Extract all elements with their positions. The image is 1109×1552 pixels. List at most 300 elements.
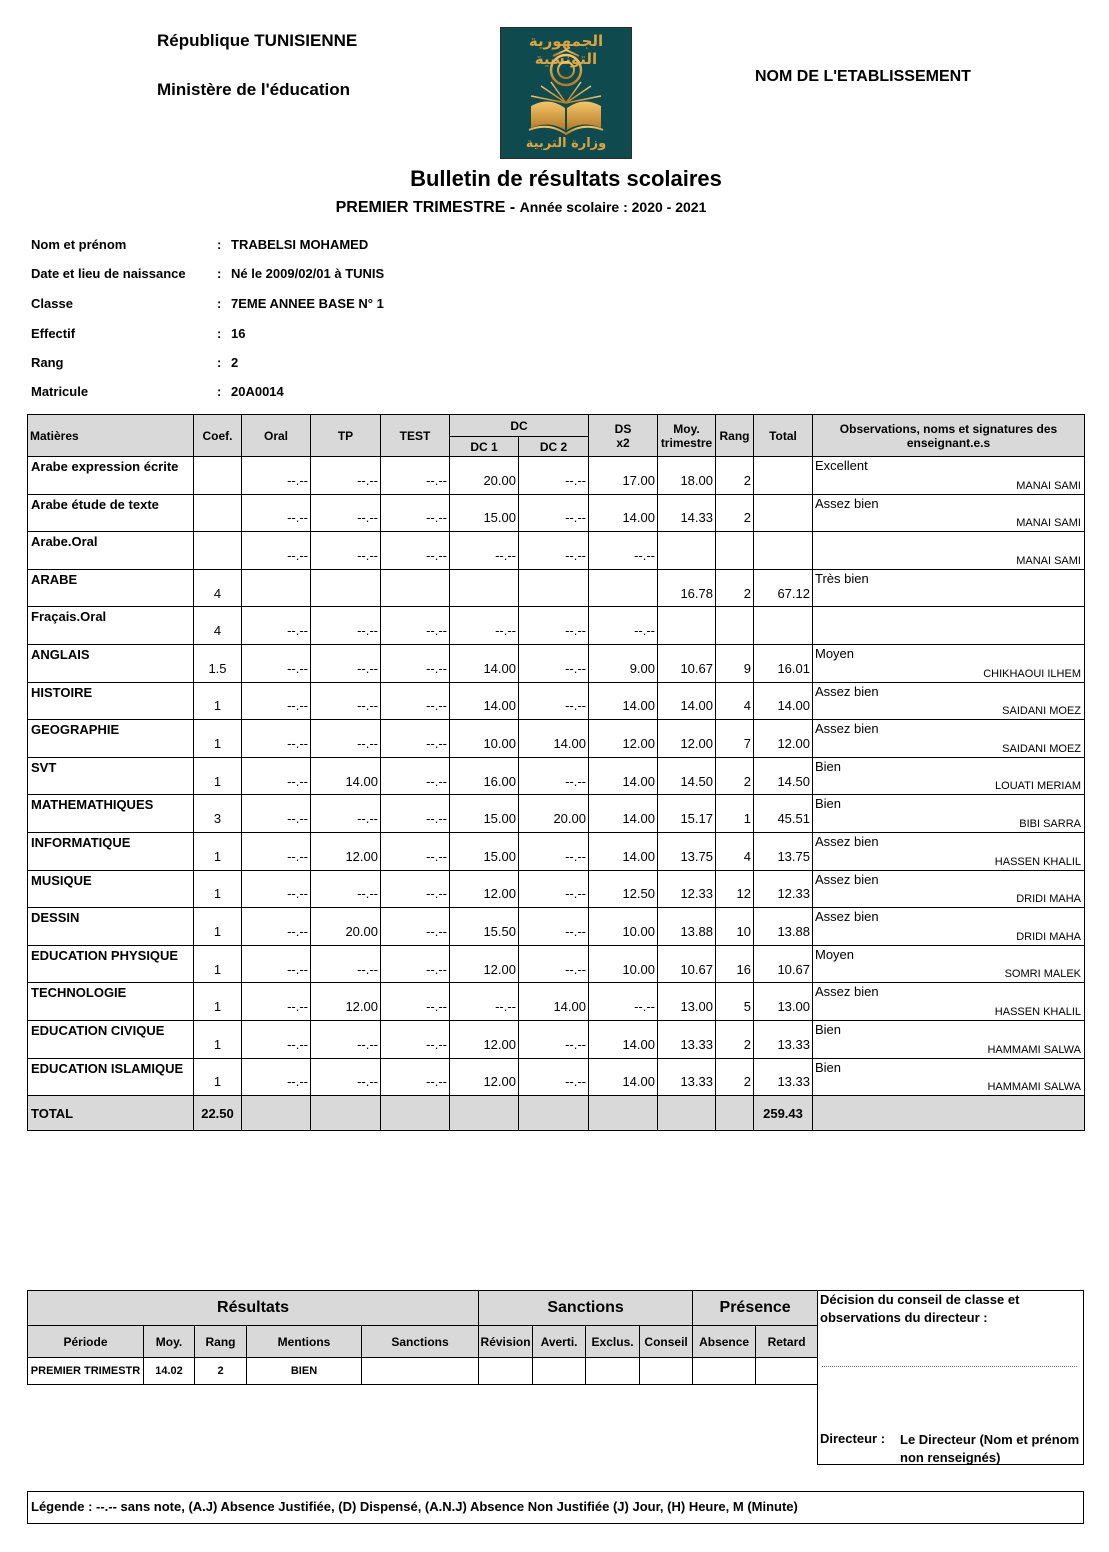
col-header-dc2: DC 2	[519, 437, 589, 457]
grade-test: --.--	[381, 983, 450, 1021]
grade-rank	[716, 607, 754, 645]
info-colon: :	[217, 326, 222, 341]
teacher-name: MANAI SAMI	[1016, 517, 1081, 530]
teacher-name: MANAI SAMI	[1016, 479, 1081, 492]
grade-tp: 20.00	[311, 908, 381, 946]
grade-coef: 4	[194, 569, 242, 607]
grade-dc1: 16.00	[450, 757, 519, 795]
mention-text: Assez bien	[815, 871, 879, 887]
mention-text: Bien	[815, 796, 842, 812]
info-label-class: Classe	[31, 296, 73, 311]
teacher-name: HAMMAMI SALWA	[987, 1081, 1081, 1094]
grade-moy: 12.00	[658, 720, 716, 758]
teacher-name: HAMMAMI SALWA	[987, 1043, 1081, 1056]
grade-moy	[658, 607, 716, 645]
grade-oral: --.--	[242, 607, 311, 645]
grade-dc2: --.--	[519, 494, 589, 532]
teacher-name: LOUATI MERIAM	[995, 780, 1081, 793]
ds-label: DS	[614, 421, 632, 436]
grade-tp: --.--	[311, 795, 381, 833]
grade-moy: 15.17	[658, 795, 716, 833]
grade-test: --.--	[381, 532, 450, 570]
grade-tp: --.--	[311, 945, 381, 983]
grade-moy: 13.88	[658, 908, 716, 946]
info-value-count: 16	[231, 326, 246, 341]
decision-title: Décision du conseil de classe et observations du directeur :	[820, 1292, 1020, 1325]
grade-rank: 9	[716, 644, 754, 682]
results-table	[27, 1290, 818, 1385]
grade-rank: 2	[716, 757, 754, 795]
subject-name: MUSIQUE	[28, 870, 194, 908]
grade-dc1: 15.00	[450, 832, 519, 870]
mention-text: Assez bien	[815, 984, 879, 1000]
subject-name: Arabe étude de texte	[28, 494, 194, 532]
grade-row	[28, 532, 1085, 570]
grade-moy: 18.00	[658, 457, 716, 495]
grade-test: --.--	[381, 720, 450, 758]
results-cell: 2	[195, 1358, 247, 1385]
council-decision-box	[817, 1290, 1084, 1465]
observation-cell	[813, 457, 1085, 495]
results-col-header: Révision	[479, 1326, 533, 1358]
info-colon: :	[217, 296, 222, 311]
grade-moy: 10.67	[658, 644, 716, 682]
grade-moy: 13.00	[658, 983, 716, 1021]
subject-name: GEOGRAPHIE	[28, 720, 194, 758]
results-col-header: Rang	[195, 1326, 247, 1358]
col-header-dc1: DC 1	[450, 437, 519, 457]
grade-coef: 1	[194, 908, 242, 946]
sanctions-section-header: Sanctions	[479, 1291, 693, 1326]
grade-coef: 1	[194, 1058, 242, 1096]
grade-row	[28, 795, 1085, 833]
grade-coef: 1	[194, 1020, 242, 1058]
grade-dc2: --.--	[519, 757, 589, 795]
grade-row	[28, 682, 1085, 720]
grade-dc1: 12.00	[450, 870, 519, 908]
grade-dc2: 20.00	[519, 795, 589, 833]
ministry-logo	[500, 27, 632, 159]
grade-coef: 1	[194, 945, 242, 983]
grade-dc2: --.--	[519, 532, 589, 570]
grade-oral: --.--	[242, 532, 311, 570]
grade-dc1: 14.00	[450, 644, 519, 682]
grade-dc1: 12.00	[450, 1058, 519, 1096]
observation-cell	[813, 607, 1085, 645]
mention-text: Assez bien	[815, 495, 879, 511]
grade-oral: --.--	[242, 1058, 311, 1096]
director-name: Le Directeur (Nom et prénom non renseignés)	[900, 1432, 1080, 1465]
info-label-rank: Rang	[31, 355, 64, 370]
grade-total: 13.75	[754, 832, 813, 870]
grade-test: --.--	[381, 1058, 450, 1096]
grade-total	[754, 607, 813, 645]
grade-tp: 14.00	[311, 757, 381, 795]
info-colon: :	[217, 355, 222, 370]
observation-cell	[813, 795, 1085, 833]
results-cell	[479, 1358, 533, 1385]
info-value-matricule: 20A0014	[231, 384, 284, 399]
grade-tp: --.--	[311, 644, 381, 682]
info-label-count: Effectif	[31, 326, 76, 341]
grade-coef	[194, 457, 242, 495]
total-points: 259.43	[754, 1096, 813, 1131]
total-label: TOTAL	[28, 1096, 194, 1131]
grade-tp	[311, 569, 381, 607]
results-col-header: Mentions	[247, 1326, 362, 1358]
grade-moy: 16.78	[658, 569, 716, 607]
ds-sub-label: x2	[616, 435, 630, 450]
page-title: Bulletin de résultats scolaires	[410, 166, 722, 191]
results-cell	[756, 1358, 818, 1385]
grade-row	[28, 870, 1085, 908]
decision-dotted-line	[822, 1366, 1077, 1367]
grade-dc1: 14.00	[450, 682, 519, 720]
grade-oral: --.--	[242, 1020, 311, 1058]
grade-rank: 2	[716, 569, 754, 607]
mention-text: Assez bien	[815, 721, 879, 737]
grade-ds: 14.00	[589, 494, 658, 532]
grade-ds: --.--	[589, 532, 658, 570]
info-colon: :	[217, 237, 222, 252]
grade-coef: 1	[194, 832, 242, 870]
subject-name: INFORMATIQUE	[28, 832, 194, 870]
col-header-subject: Matières	[28, 415, 194, 457]
grade-coef: 1	[194, 983, 242, 1021]
subject-name: Arabe.Oral	[28, 532, 194, 570]
info-value-birth: Né le 2009/02/01 à TUNIS	[231, 266, 385, 281]
col-header-oral: Oral	[242, 415, 311, 457]
mention-text: Bien	[815, 1021, 842, 1037]
grade-row	[28, 607, 1085, 645]
observation-cell	[813, 720, 1085, 758]
grade-moy: 10.67	[658, 945, 716, 983]
info-label-birth: Date et lieu de naissance	[31, 266, 186, 281]
grade-ds: 10.00	[589, 945, 658, 983]
teacher-name: SOMRI MALEK	[1004, 968, 1081, 981]
grade-test: --.--	[381, 757, 450, 795]
grade-rank: 12	[716, 870, 754, 908]
grade-ds: 14.00	[589, 795, 658, 833]
subject-name: Arabe expression écrite	[28, 457, 194, 495]
grade-rank: 10	[716, 908, 754, 946]
results-col-header: Période	[28, 1326, 144, 1358]
subject-name: ANGLAIS	[28, 644, 194, 682]
observation-cell	[813, 945, 1085, 983]
grade-tp: --.--	[311, 494, 381, 532]
grade-rank: 5	[716, 983, 754, 1021]
results-cell	[640, 1358, 693, 1385]
total-row	[28, 1096, 1085, 1131]
grade-total: 10.67	[754, 945, 813, 983]
observation-cell	[813, 1058, 1085, 1096]
grade-oral: --.--	[242, 983, 311, 1021]
grade-tp: 12.00	[311, 832, 381, 870]
grade-tp: --.--	[311, 607, 381, 645]
grade-rank: 7	[716, 720, 754, 758]
grade-row	[28, 457, 1085, 495]
results-cell	[533, 1358, 586, 1385]
grade-rank: 2	[716, 1058, 754, 1096]
subject-name: EDUCATION CIVIQUE	[28, 1020, 194, 1058]
col-header-tp: TP	[311, 415, 381, 457]
grade-moy: 12.33	[658, 870, 716, 908]
logo-top-text: الجمهورية التونسية	[528, 32, 604, 68]
observation-cell	[813, 494, 1085, 532]
grade-test	[381, 569, 450, 607]
results-cell	[586, 1358, 640, 1385]
teacher-name: HASSEN KHALIL	[994, 855, 1081, 868]
teacher-name: HASSEN KHALIL	[994, 1005, 1081, 1018]
grade-ds: 14.00	[589, 1020, 658, 1058]
grade-dc1: 10.00	[450, 720, 519, 758]
grade-ds: 9.00	[589, 644, 658, 682]
results-cell	[693, 1358, 756, 1385]
grade-coef: 1	[194, 870, 242, 908]
grade-test: --.--	[381, 832, 450, 870]
grade-row	[28, 832, 1085, 870]
grade-total: 12.00	[754, 720, 813, 758]
grade-oral: --.--	[242, 908, 311, 946]
grade-oral: --.--	[242, 720, 311, 758]
observation-cell	[813, 870, 1085, 908]
grade-dc1: --.--	[450, 532, 519, 570]
grade-dc2: --.--	[519, 908, 589, 946]
subject-name: MATHEMATHIQUES	[28, 795, 194, 833]
mention-text: Assez bien	[815, 909, 879, 925]
col-header-dc: DC	[450, 415, 589, 437]
grade-ds: 12.00	[589, 720, 658, 758]
grade-dc2: --.--	[519, 870, 589, 908]
grade-tp: --.--	[311, 532, 381, 570]
results-col-header: Conseil	[640, 1326, 693, 1358]
subject-name: TECHNOLOGIE	[28, 983, 194, 1021]
col-header-test: TEST	[381, 415, 450, 457]
grade-moy: 13.75	[658, 832, 716, 870]
grade-ds: 14.00	[589, 1058, 658, 1096]
teacher-name: SAIDANI MOEZ	[1002, 705, 1081, 718]
grade-total: 67.12	[754, 569, 813, 607]
grade-oral: --.--	[242, 494, 311, 532]
director-label: Directeur :	[820, 1431, 886, 1446]
grade-total: 45.51	[754, 795, 813, 833]
grade-rank: 1	[716, 795, 754, 833]
grade-test: --.--	[381, 457, 450, 495]
grade-tp: --.--	[311, 682, 381, 720]
grade-dc1: 15.00	[450, 795, 519, 833]
results-col-header: Retard	[756, 1326, 818, 1358]
results-section-header: Résultats	[28, 1291, 479, 1326]
observation-cell	[813, 832, 1085, 870]
teacher-name: DRIDI MAHA	[1016, 930, 1081, 943]
grade-tp: --.--	[311, 870, 381, 908]
grade-rank: 2	[716, 457, 754, 495]
grade-rank: 4	[716, 682, 754, 720]
grade-total: 13.00	[754, 983, 813, 1021]
grade-row	[28, 644, 1085, 682]
emblem-book-icon	[501, 48, 631, 138]
grade-ds: --.--	[589, 983, 658, 1021]
col-header-rank: Rang	[716, 415, 754, 457]
results-cell: PREMIER TRIMESTR	[28, 1358, 144, 1385]
grade-oral: --.--	[242, 945, 311, 983]
grade-rank: 16	[716, 945, 754, 983]
grade-total: 16.01	[754, 644, 813, 682]
school-year-label: Année scolaire : 2020 - 2021	[519, 199, 707, 215]
grade-total: 12.33	[754, 870, 813, 908]
mention-text: Assez bien	[815, 833, 879, 849]
grade-test: --.--	[381, 870, 450, 908]
grade-moy: 14.33	[658, 494, 716, 532]
results-cell: BIEN	[247, 1358, 362, 1385]
presence-section-header: Présence	[693, 1291, 818, 1326]
grade-coef: 1	[194, 720, 242, 758]
grade-dc1: --.--	[450, 607, 519, 645]
results-col-header: Averti.	[533, 1326, 586, 1358]
grade-ds: 14.00	[589, 682, 658, 720]
grade-oral: --.--	[242, 832, 311, 870]
legend: Légende : --.-- sans note, (A.J) Absence Justifiée, (D) Dispensé, (A.N.J) Absence Non Justifiée (J) Jour, (H) Heure, M (Minute)	[27, 1491, 1084, 1524]
grade-dc2	[519, 569, 589, 607]
teacher-name: CHIKHAOUI ILHEM	[983, 667, 1081, 680]
col-header-observations: Observations, noms et signatures des enseignant.e.s	[813, 415, 1085, 457]
mention-text: Assez bien	[815, 683, 879, 699]
subject-name: DESSIN	[28, 908, 194, 946]
subject-name: ARABE	[28, 569, 194, 607]
subject-name: EDUCATION ISLAMIQUE	[28, 1058, 194, 1096]
grade-dc2: --.--	[519, 682, 589, 720]
subtitle-separator: -	[505, 199, 520, 216]
grade-ds: 10.00	[589, 908, 658, 946]
grade-rank: 4	[716, 832, 754, 870]
grade-oral: --.--	[242, 757, 311, 795]
grade-test: --.--	[381, 494, 450, 532]
grade-test: --.--	[381, 908, 450, 946]
grade-rank: 2	[716, 1020, 754, 1058]
grade-coef	[194, 532, 242, 570]
grade-total	[754, 532, 813, 570]
mention-text: Bien	[815, 758, 842, 774]
grade-test: --.--	[381, 607, 450, 645]
grade-row	[28, 1058, 1085, 1096]
grade-test: --.--	[381, 795, 450, 833]
total-coef: 22.50	[194, 1096, 242, 1131]
results-cell	[362, 1358, 479, 1385]
teacher-name: MANAI SAMI	[1016, 554, 1081, 567]
grade-total	[754, 457, 813, 495]
grade-rank: 2	[716, 494, 754, 532]
grade-oral: --.--	[242, 457, 311, 495]
info-label-name: Nom et prénom	[31, 237, 127, 252]
grade-dc2: --.--	[519, 1058, 589, 1096]
grade-ds	[589, 569, 658, 607]
grade-moy	[658, 532, 716, 570]
grade-coef	[194, 494, 242, 532]
grade-total: 13.88	[754, 908, 813, 946]
mention-text: Moyen	[815, 946, 855, 962]
subject-name: Fraçais.Oral	[28, 607, 194, 645]
subject-name: EDUCATION PHYSIQUE	[28, 945, 194, 983]
grade-coef: 1	[194, 682, 242, 720]
grade-oral: --.--	[242, 795, 311, 833]
grade-row	[28, 757, 1085, 795]
observation-cell	[813, 908, 1085, 946]
grade-dc1: --.--	[450, 983, 519, 1021]
mention-text: Excellent	[815, 458, 868, 473]
observation-cell	[813, 569, 1085, 607]
results-cell: 14.02	[144, 1358, 195, 1385]
col-header-moy	[658, 415, 716, 457]
grade-row	[28, 494, 1085, 532]
grade-total	[754, 494, 813, 532]
grade-dc2: 14.00	[519, 720, 589, 758]
grade-oral: --.--	[242, 644, 311, 682]
grade-dc1: 20.00	[450, 457, 519, 495]
grade-dc2: --.--	[519, 832, 589, 870]
grade-coef: 1.5	[194, 644, 242, 682]
mention-text: Très bien	[815, 570, 869, 586]
subject-name: HISTOIRE	[28, 682, 194, 720]
teacher-name: SAIDANI MOEZ	[1002, 742, 1081, 755]
grade-total: 14.50	[754, 757, 813, 795]
info-colon: :	[217, 384, 222, 399]
grade-ds: 14.00	[589, 832, 658, 870]
col-header-total: Total	[754, 415, 813, 457]
grade-row	[28, 1020, 1085, 1058]
grade-ds: 14.00	[589, 757, 658, 795]
results-col-header: Absence	[693, 1326, 756, 1358]
results-col-header: Moy.	[144, 1326, 195, 1358]
mention-text: Bien	[815, 1059, 842, 1075]
logo-bottom-text: وزارة التربية	[525, 136, 607, 151]
observation-cell	[813, 644, 1085, 682]
grade-tp: --.--	[311, 720, 381, 758]
subject-name: SVT	[28, 757, 194, 795]
grade-test: --.--	[381, 682, 450, 720]
grade-row	[28, 720, 1085, 758]
grade-ds: 17.00	[589, 457, 658, 495]
grade-dc2: 14.00	[519, 983, 589, 1021]
results-col-header: Sanctions	[362, 1326, 479, 1358]
grade-moy: 13.33	[658, 1058, 716, 1096]
observation-cell	[813, 1020, 1085, 1058]
grade-coef: 3	[194, 795, 242, 833]
grade-ds: 12.50	[589, 870, 658, 908]
grade-test: --.--	[381, 945, 450, 983]
grades-table	[27, 414, 1085, 1131]
grade-dc1: 15.50	[450, 908, 519, 946]
grade-dc1: 12.00	[450, 945, 519, 983]
grade-dc2: --.--	[519, 644, 589, 682]
grade-oral	[242, 569, 311, 607]
grade-ds: --.--	[589, 607, 658, 645]
observation-cell	[813, 682, 1085, 720]
moy-sub-label: trimestre	[660, 435, 713, 450]
grade-row	[28, 945, 1085, 983]
info-value-class: 7EME ANNEE BASE N° 1	[231, 296, 384, 311]
grade-rank	[716, 532, 754, 570]
grade-moy: 14.00	[658, 682, 716, 720]
grade-tp: --.--	[311, 1058, 381, 1096]
republic-label: République TUNISIENNE	[157, 31, 358, 50]
grade-row	[28, 908, 1085, 946]
establishment-label: NOM DE L'ETABLISSEMENT	[755, 68, 971, 85]
col-header-ds	[589, 415, 658, 457]
grade-dc2: --.--	[519, 607, 589, 645]
teacher-name: BIBI SARRA	[1019, 817, 1081, 830]
moy-label: Moy.	[673, 421, 700, 436]
info-colon: :	[217, 266, 222, 281]
